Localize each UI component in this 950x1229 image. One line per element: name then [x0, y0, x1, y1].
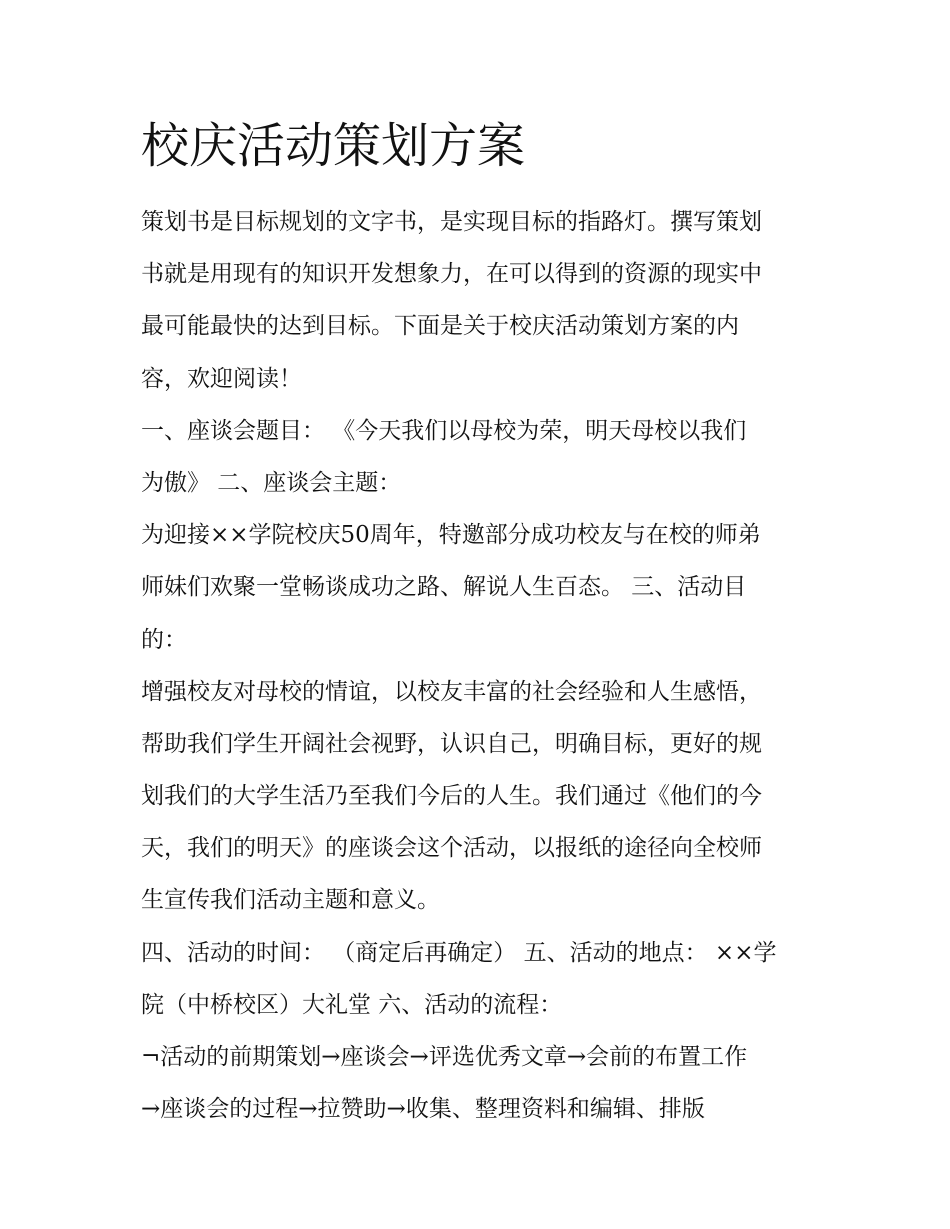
document-title: 校庆活动策划方案	[141, 118, 526, 174]
body-line-18: →座谈会的过程→拉赞助→收集、整理资料和编辑、排版	[141, 1096, 705, 1123]
body-line-6: 为傲》 二、座谈会主题：	[141, 469, 402, 496]
body-line-12: 划我们的大学生活乃至我们今后的人生。我们通过《他们的今	[141, 783, 762, 810]
body-line-16: 院（中桥校区）大礼堂 六、活动的流程：	[141, 991, 563, 1018]
body-line-9: 的：	[141, 626, 187, 653]
body-line-15: 四、活动的时间： （商定后再确定） 五、活动的地点： ××学	[141, 939, 777, 966]
body-line-13: 天，我们的明天》的座谈会这个活动，以报纸的途径向全校师	[141, 835, 762, 862]
body-line-10: 增强校友对母校的情谊，以校友丰富的社会经验和人生感悟，	[141, 678, 762, 705]
body-line-17: ¬活动的前期策划→座谈会→评选优秀文章→会前的布置工作	[141, 1044, 748, 1070]
body-line-14: 生宣传我们活动主题和意义。	[141, 887, 440, 914]
body-line-1: 策划书是目标规划的文字书，是实现目标的指路灯。撰写策划	[141, 209, 762, 235]
body-line-7: 为迎接××学院校庆50周年，特邀部分成功校友与在校的师弟	[141, 522, 761, 549]
document-body	[141, 196, 821, 1135]
body-line-8: 师妹们欢聚一堂畅谈成功之路、解说人生百态。 三、活动目	[141, 574, 747, 601]
body-line-11: 帮助我们学生开阔社会视野，认识自己，明确目标，更好的规	[141, 730, 762, 757]
body-line-4: 容，欢迎阅读！	[141, 365, 302, 392]
body-line-2: 书就是用现有的知识开发想象力，在可以得到的资源的现实中	[141, 261, 762, 288]
body-line-3: 最可能最快的达到目标。下面是关于校庆活动策划方案的内	[141, 313, 739, 340]
body-line-5: 一、座谈会题目： 《今天我们以母校为荣，明天母校以我们	[141, 417, 747, 444]
